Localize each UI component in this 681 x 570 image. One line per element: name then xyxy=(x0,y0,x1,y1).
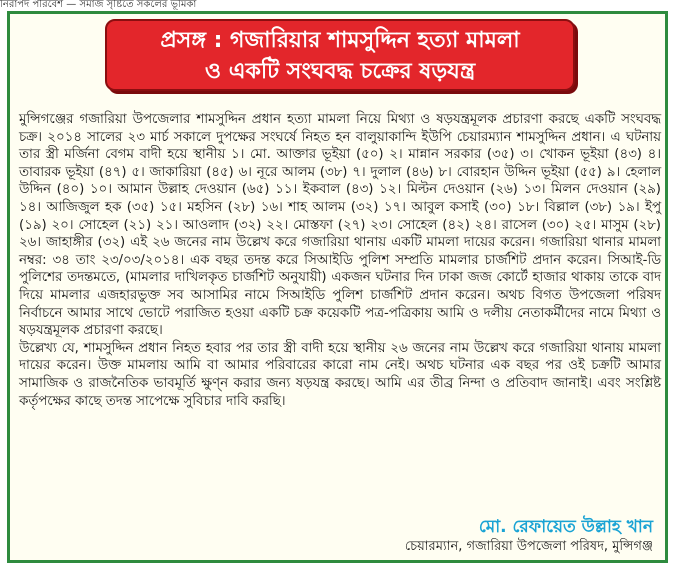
body-paragraph-1: মুন্সিগঞ্জের গজারিয়া উপজেলার শামসুদ্দিন প্রধান হত্যা মামলা নিয়ে মিথ্যা ও ষড়যন্ত্রমূলক প্রচারণা করছে একটি সংঘবদ্ধ চক্র। ২০১৪ সালের ২৩ মার্চ সকালে দুপক্ষের সংঘর্ষে নিহত হন বালুয়াকান্দি ইউপি চেয়ারম্যান শামসুদ্দিন প্রধান। এ ঘটনায় তার স্ত্রী মর্জিনা বেগম বাদী হয়ে স্থানীয় ১। মো. আক্তার ভূইয়া (৫০) ২। মান্নান সরকার (৩৫) ৩। খোকন ভূইয়া (৪৩) ৪। তাবারক ভূইয়া (৪৭) ৫। জাকারিয়া (৪৫) ৬। নূরে আলম (৩৮) ৭। দুলাল (৪৬) ৮। বোরহান উদ্দিন ভূইয়া (৫৫) ৯। হেলাল উদ্দিন (৪০) ১০। আমান উল্লাহ দেওয়ান (৬৫) ১১। ইকবাল (৪৩) ১২। মিল্টন দেওয়ান (২৬) ১৩। মিলন দেওয়ান (২৯) ১৪। আজিজুল হক (৩৫) ১৫। মহসিন (২৮) ১৬। শাহ আলম (৩২) ১৭। আবুল কসাই (৩০) ১৮। বিল্লাল (৩৮) ১৯। ইপু (১৯) ২০। সোহেল (২১) ২১। আওলাদ (৩২) ২২। মোস্তফা (২৭) ২৩। সোহেল (৪২) ২৪। রাসেল (৩০) ২৫। মাসুম (২৮) ২৬। জাহাঙ্গীর (৩২) এই ২৬ জনের নাম উল্লেখ করে গজারিয়া থানায় একটি মামলা দায়ের করেন। গজারিয়া থানার মামলা নম্বর: ৩৪ তাং ২৩/০৩/২০১৪। এক বছর তদন্ত করে সিআইডি পুলিশ সম্প্রতি মামলার চার্জশিট প্রদান করেন। সিআই-ডি পুলিশের তদন্তমতে, (মামলার দাখিলকৃত চার্জশিট অনুযায়ী) একজন ঘটনার দিন ঢাকা জজ কোর্টে হাজার থাকায় তাকে বাদ দিয়ে মামলার এজহারভুক্ত সব আসামির নামে সিআইডি পুলিশ চার্জশিট প্রদান করেন। অথচ বিগত উপজেলা পরিষদ নির্বাচনে আমার সাথে ভোটে পরাজিত হওয়া একটি চক্র কয়েকটি পত্র-পত্রিকায় আমি ও দলীয় নেতাকর্মীদের নামে মিথ্যা ও ষড়যন্ত্রমূলক প্রচারণা করছে। xyxy=(19,112,662,339)
signatory-name: মো. রেফায়েত উল্লাহ খান xyxy=(478,517,653,537)
notice-body xyxy=(19,111,661,410)
headline-line-1: প্রসঙ্গ : গজারিয়ার শামসুদ্দিন হত্যা মামলা xyxy=(160,28,520,53)
signatory-title: চেয়ারম্যান, গজারিয়া উপজেলা পরিষদ, মুন্সিগঞ্জ xyxy=(404,539,653,554)
body-paragraph-2: উল্লেখ্য যে, শামসুদ্দিন প্রধান নিহত হবার পর তার স্ত্রী বাদী হয়ে স্থানীয় ২৬ জনের নাম উল্লেখ করে গজারিয়া থানায় মামলা দায়ের করেন। উক্ত মামলায় আমি বা আমার পরিবারের কারো নাম নেই। অথচ ঘটনার এক বছর পর ওই চক্রটি আমার সামাজিক ও রাজনৈতিক ভাবমূর্তি ক্ষুণ্ন করার জন্য ষড়যন্ত্র করছে। আমি এর তীব্র নিন্দা ও প্রতিবাদ জানাই। এবং সংশ্লিষ্ট কর্তৃপক্ষের কাছে তদন্ত সাপেক্ষে সুবিচার দাবি করছি। xyxy=(19,340,661,409)
headline-line-2: ও একটি সংঘবদ্ধ চক্রের ষড়যন্ত্র xyxy=(204,59,476,84)
adjacent-column-strip: নিরাপদ পরিবেশ — সমাজ সৃষ্টিতে সকলের ভূমিকা xyxy=(0,0,681,12)
headline-banner xyxy=(105,19,575,91)
paid-notice xyxy=(7,11,668,563)
signature-block xyxy=(405,516,653,556)
